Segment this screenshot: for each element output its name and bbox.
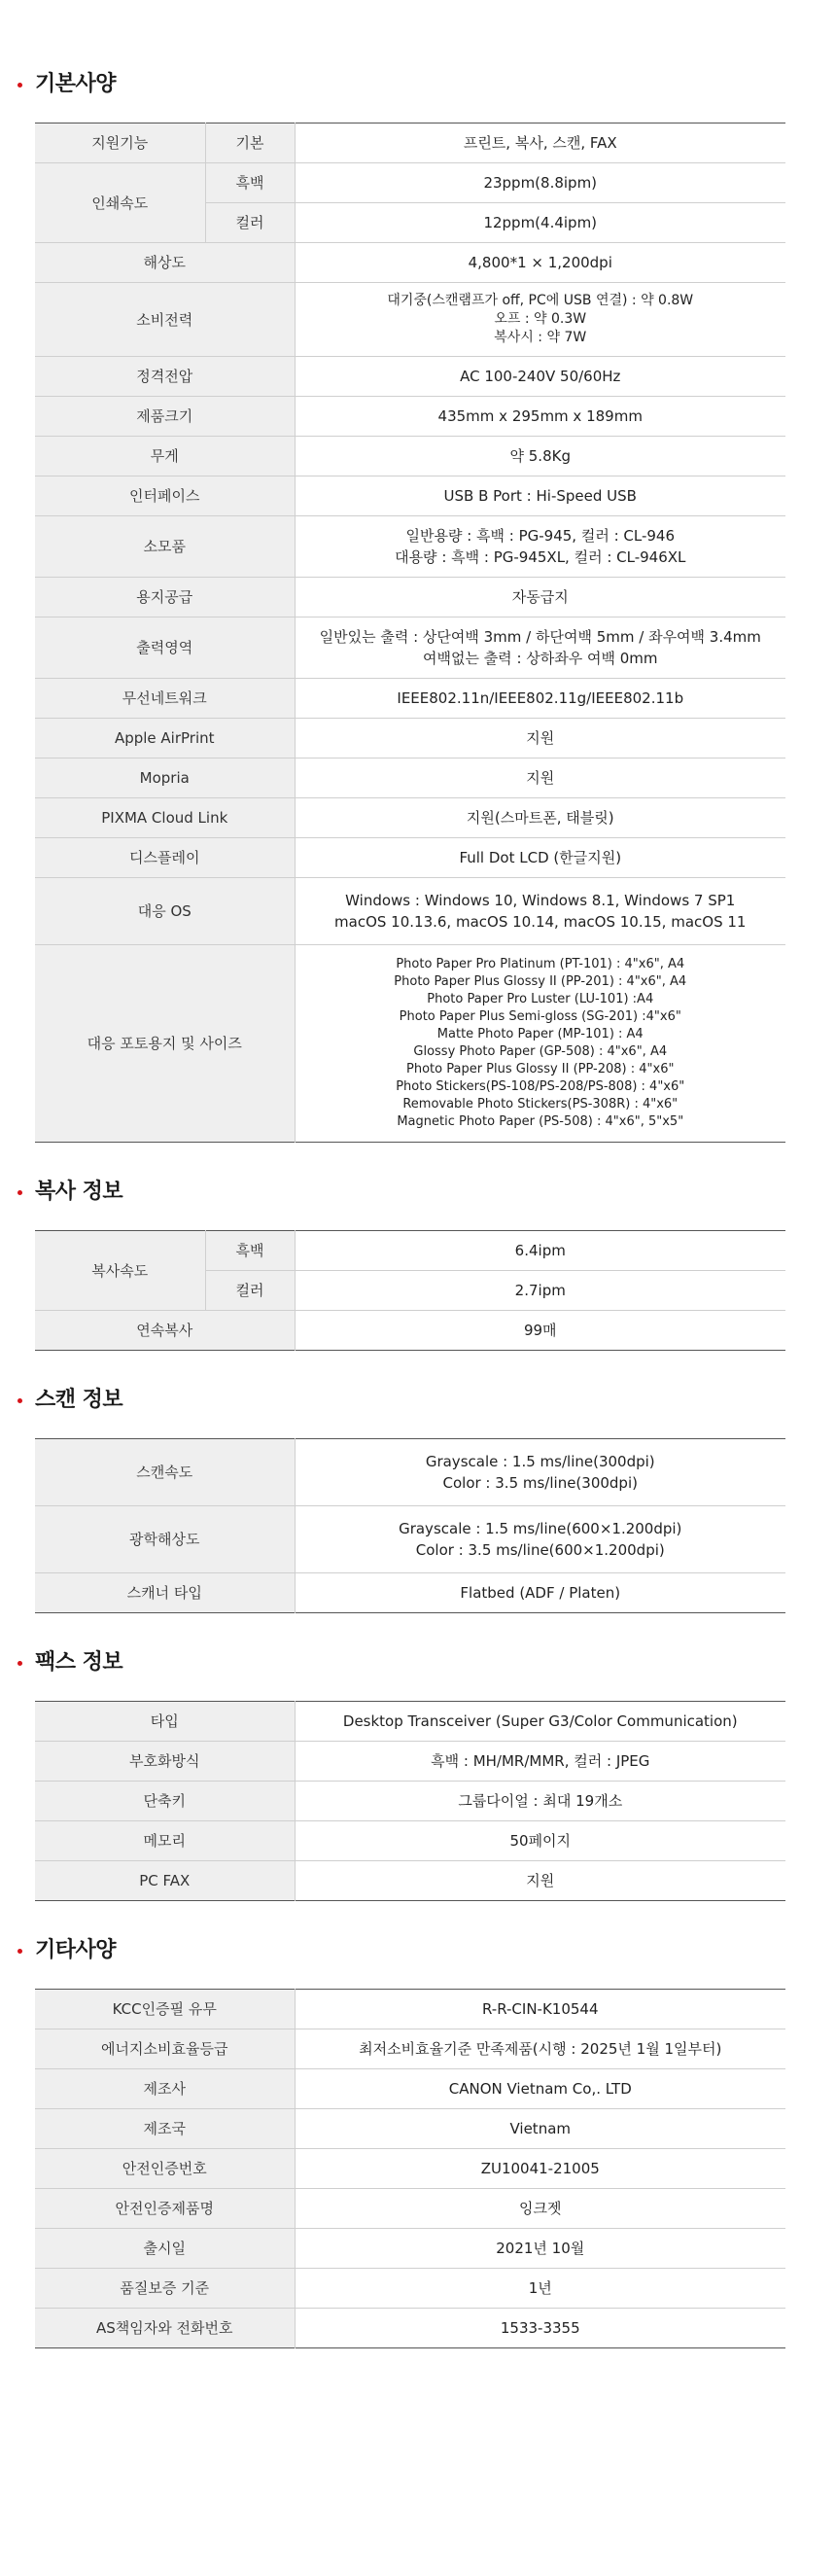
table-row <box>35 2069 785 2109</box>
row-value: 4,800*1 × 1,200dpi <box>295 243 785 283</box>
table-row <box>35 2189 785 2229</box>
value-line: Photo Paper Plus Semi-gloss (SG-201) :4"x6" <box>399 1009 681 1024</box>
row-value: 지원 <box>295 719 785 759</box>
row-value <box>295 878 785 945</box>
row-label: 출시일 <box>35 2229 295 2269</box>
value-line: 복사시 : 약 7W <box>494 330 587 345</box>
row-sublabel: 컬러 <box>205 203 295 243</box>
row-sublabel: 흑백 <box>205 163 295 203</box>
row-value: AC 100-240V 50/60Hz <box>295 357 785 397</box>
row-value: 지원 <box>295 759 785 798</box>
row-label: 타입 <box>35 1702 295 1742</box>
row-label: 소모품 <box>35 516 295 578</box>
row-value: 1년 <box>295 2269 785 2309</box>
row-label: 안전인증번호 <box>35 2149 295 2189</box>
row-label: 스캐너 타입 <box>35 1573 295 1613</box>
row-value: 12ppm(4.4ipm) <box>295 203 785 243</box>
table-row <box>35 516 785 578</box>
table-row <box>35 163 785 203</box>
table-row <box>35 2229 785 2269</box>
row-label: 에너지소비효율등급 <box>35 2029 295 2069</box>
row-label: Apple AirPrint <box>35 719 295 759</box>
row-sublabel: 컬러 <box>205 1271 295 1311</box>
value-line: Color : 3.5 ms/line(300dpi) <box>442 1474 638 1492</box>
row-value: 지원 <box>295 1861 785 1901</box>
row-value: 435mm x 295mm x 189mm <box>295 397 785 437</box>
fax-spec-table <box>35 1701 785 1901</box>
table-row <box>35 719 785 759</box>
table-row <box>35 1231 785 1271</box>
table-row <box>35 1573 785 1613</box>
copy-spec-table <box>35 1230 785 1351</box>
basic-spec-table <box>35 123 785 1143</box>
row-label: 지원기능 <box>35 124 205 163</box>
value-line: Photo Paper Pro Luster (LU-101) :A4 <box>427 992 654 1006</box>
row-label: 제조사 <box>35 2069 295 2109</box>
row-label: 단축키 <box>35 1782 295 1821</box>
table-row <box>35 2309 785 2348</box>
bullet-icon <box>17 1661 22 1666</box>
value-line: 일반있는 출력 : 상단여백 3mm / 하단여백 5mm / 좌우여백 3.4mm <box>319 628 761 646</box>
row-label: 정격전압 <box>35 357 295 397</box>
value-line: Color : 3.5 ms/line(600×1.200dpi) <box>415 1541 665 1559</box>
value-line: 일반용량 : 흑백 : PG-945, 컬러 : CL-946 <box>405 527 676 545</box>
row-label: AS책임자와 전화번호 <box>35 2309 295 2348</box>
row-label: 인쇄속도 <box>35 163 205 243</box>
row-value: 그룹다이얼 : 최대 19개소 <box>295 1782 785 1821</box>
row-value: 6.4ipm <box>295 1231 785 1271</box>
value-line: Removable Photo Stickers(PS-308R) : 4"x6" <box>402 1097 679 1112</box>
table-row <box>35 1742 785 1782</box>
row-label: 용지공급 <box>35 578 295 618</box>
row-value: Desktop Transceiver (Super G3/Color Communication) <box>295 1702 785 1742</box>
row-value: Full Dot LCD (한글지원) <box>295 838 785 878</box>
row-sublabel: 흑백 <box>205 1231 295 1271</box>
value-line: Matte Photo Paper (MP-101) : A4 <box>436 1027 644 1041</box>
row-label: 복사속도 <box>35 1231 205 1311</box>
row-label: 해상도 <box>35 243 295 283</box>
value-line: 대용량 : 흑백 : PG-945XL, 컬러 : CL-946XL <box>395 548 686 566</box>
value-line: Grayscale : 1.5 ms/line(300dpi) <box>425 1453 655 1470</box>
section-title-other: 기타사양 <box>35 1938 836 1963</box>
table-row <box>35 2269 785 2309</box>
row-label: 출력영역 <box>35 618 295 679</box>
row-label: PIXMA Cloud Link <box>35 798 295 838</box>
table-row <box>35 1821 785 1861</box>
table-row <box>35 2109 785 2149</box>
row-label: 무선네트워크 <box>35 679 295 719</box>
row-value: 최저소비효율기준 만족제품(시행 : 2025년 1월 1일부터) <box>295 2029 785 2069</box>
row-label: 연속복사 <box>35 1311 295 1351</box>
value-line: Photo Stickers(PS-108/PS-208/PS-808) : 4"x6" <box>396 1079 685 1094</box>
row-value: CANON Vietnam Co,. LTD <box>295 2069 785 2109</box>
other-spec-table <box>35 1989 785 2348</box>
row-value: 2021년 10월 <box>295 2229 785 2269</box>
row-value: 1533-3355 <box>295 2309 785 2348</box>
table-row <box>35 838 785 878</box>
row-label: 메모리 <box>35 1821 295 1861</box>
row-label: 인터페이스 <box>35 476 295 516</box>
row-label: 안전인증제품명 <box>35 2189 295 2229</box>
value-line: 오프 : 약 0.3W <box>494 311 587 327</box>
table-row <box>35 2149 785 2189</box>
table-row <box>35 437 785 476</box>
value-line: Photo Paper Plus Glossy II (PP-208) : 4"x6" <box>406 1062 675 1076</box>
row-value: 프린트, 복사, 스캔, FAX <box>295 124 785 163</box>
row-value: 자동급지 <box>295 578 785 618</box>
value-line: Magnetic Photo Paper (PS-508) : 4"x6", 5"x5" <box>397 1114 684 1129</box>
row-label: 부호화방식 <box>35 1742 295 1782</box>
row-value <box>295 945 785 1143</box>
table-row <box>35 476 785 516</box>
row-value <box>295 1506 785 1573</box>
row-label: 제조국 <box>35 2109 295 2149</box>
row-label: 대응 OS <box>35 878 295 945</box>
row-value: 지원(스마트폰, 태블릿) <box>295 798 785 838</box>
section-title-basic: 기본사양 <box>35 72 836 97</box>
row-label: 디스플레이 <box>35 838 295 878</box>
bullet-icon <box>17 83 22 88</box>
table-row <box>35 1506 785 1573</box>
row-value <box>295 283 785 357</box>
table-row <box>35 618 785 679</box>
row-label: PC FAX <box>35 1861 295 1901</box>
row-value: 99매 <box>295 1311 785 1351</box>
table-row <box>35 759 785 798</box>
table-row <box>35 243 785 283</box>
value-line: macOS 10.13.6, macOS 10.14, macOS 10.15, macOS 11 <box>334 913 747 931</box>
row-label: 대응 포토용지 및 사이즈 <box>35 945 295 1143</box>
table-row <box>35 124 785 163</box>
table-row <box>35 798 785 838</box>
table-row <box>35 397 785 437</box>
row-value: IEEE802.11n/IEEE802.11g/IEEE802.11b <box>295 679 785 719</box>
row-value: 50페이지 <box>295 1821 785 1861</box>
row-value: ZU10041-21005 <box>295 2149 785 2189</box>
row-label: 품질보증 기준 <box>35 2269 295 2309</box>
table-row <box>35 945 785 1143</box>
value-line: Grayscale : 1.5 ms/line(600×1.200dpi) <box>399 1520 682 1537</box>
table-row <box>35 1311 785 1351</box>
section-title-fax: 팩스 정보 <box>35 1650 836 1676</box>
table-row <box>35 1861 785 1901</box>
row-value: Flatbed (ADF / Platen) <box>295 1573 785 1613</box>
row-value <box>295 1439 785 1506</box>
row-value: 23ppm(8.8ipm) <box>295 163 785 203</box>
section-title-copy: 복사 정보 <box>35 1180 836 1205</box>
table-row <box>35 1439 785 1506</box>
row-label: 소비전력 <box>35 283 295 357</box>
row-label: 스캔속도 <box>35 1439 295 1506</box>
bullet-icon <box>17 1949 22 1954</box>
table-row <box>35 878 785 945</box>
value-line: 대기중(스캔램프가 off, PC에 USB 연결) : 약 0.8W <box>387 293 694 308</box>
value-line: Photo Paper Pro Platinum (PT-101) : 4"x6", A4 <box>396 957 685 971</box>
row-label: 광학해상도 <box>35 1506 295 1573</box>
row-label: 제품크기 <box>35 397 295 437</box>
row-label: Mopria <box>35 759 295 798</box>
row-value: 잉크젯 <box>295 2189 785 2229</box>
value-line: Windows : Windows 10, Windows 8.1, Windows 7 SP1 <box>345 892 736 909</box>
row-value <box>295 516 785 578</box>
value-line: Glossy Photo Paper (GP-508) : 4"x6", A4 <box>413 1044 668 1059</box>
scan-spec-table <box>35 1438 785 1613</box>
row-value: R-R-CIN-K10544 <box>295 1990 785 2029</box>
table-row <box>35 578 785 618</box>
table-row <box>35 1990 785 2029</box>
row-label: KCC인증필 유무 <box>35 1990 295 2029</box>
value-line: 여백없는 출력 : 상하좌우 여백 0mm <box>422 650 658 667</box>
row-value: USB B Port : Hi-Speed USB <box>295 476 785 516</box>
section-title-scan: 스캔 정보 <box>35 1388 836 1413</box>
table-row <box>35 2029 785 2069</box>
row-value: 흑백 : MH/MR/MMR, 컬러 : JPEG <box>295 1742 785 1782</box>
row-label: 무게 <box>35 437 295 476</box>
bullet-icon <box>17 1190 22 1195</box>
table-row <box>35 357 785 397</box>
row-value: 2.7ipm <box>295 1271 785 1311</box>
row-value: Vietnam <box>295 2109 785 2149</box>
table-row <box>35 283 785 357</box>
row-sublabel: 기본 <box>205 124 295 163</box>
bullet-icon <box>17 1398 22 1403</box>
table-row <box>35 1782 785 1821</box>
row-value <box>295 618 785 679</box>
table-row <box>35 679 785 719</box>
value-line: Photo Paper Plus Glossy II (PP-201) : 4"x6", A4 <box>394 974 687 989</box>
table-row <box>35 1702 785 1742</box>
row-value: 약 5.8Kg <box>295 437 785 476</box>
